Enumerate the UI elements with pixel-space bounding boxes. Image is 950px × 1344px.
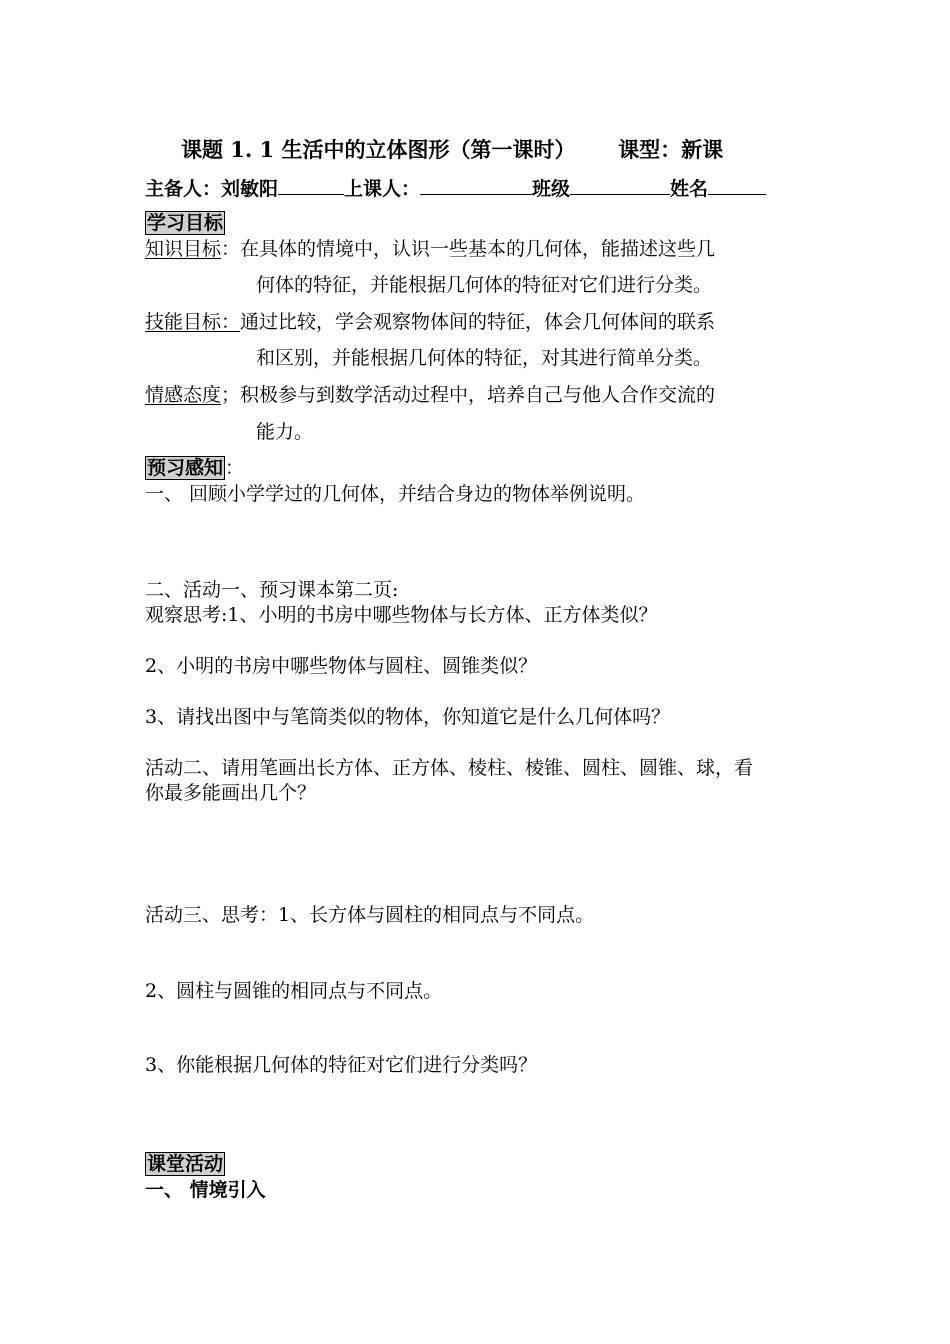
objectives-heading [145,211,225,235]
teacher-blank[interactable] [420,176,532,195]
question-2: 2、小明的书房中哪些物体与圆柱、圆锥类似？ [145,655,538,677]
preparer-blank[interactable] [278,176,344,195]
section-heading: 课堂活动 [147,1153,224,1175]
preview-item-1: 一、 回顾小学学过的几何体，并结合身边的物体举例说明。 [145,483,646,505]
knowledge-objective [145,237,715,261]
attitude-text: 积极参与到数学活动过程中，培养自己与他人合作交流的 [240,384,716,406]
classroom-item-1: 一、 情境引入 [145,1179,266,1201]
knowledge-text: 在具体的情境中，认识一些基本的几何体，能描述这些几 [240,238,716,260]
classroom-heading [145,1152,225,1176]
attitude-text-cont: 能力。 [256,421,314,443]
activity-3-question-2: 2、圆柱与圆锥的相同点与不同点。 [145,980,443,1002]
knowledge-text-cont: 何体的特征，并能根据几何体的特征对它们进行分类。 [256,274,713,296]
knowledge-sep: ： [221,238,241,260]
attitude-sep: ； [221,384,241,406]
skill-text: 通过比较，学会观察物体间的特征，体会几何体间的联系 [240,311,716,333]
preview-colon: ： [225,457,245,479]
preparer-label: 主备人：刘敏阳 [145,178,279,200]
skill-objective [145,310,715,334]
preview-item-2: 二、活动一、预习课本第二页: [145,579,399,601]
question-3: 3、请找出图中与笔筒类似的物体，你知道它是什么几何体吗？ [145,706,671,728]
lesson-title: 课题 1. 1 生活中的立体图形（第一课时） [181,137,576,162]
question-1: 观察思考:1、小明的书房中哪些物体与长方体、正方体类似？ [145,604,658,626]
teacher-label: 上课人： [344,178,421,200]
attitude-label: 情感态度 [145,384,222,406]
activity-2: 活动二、请用笔画出长方体、正方体、棱柱、棱锥、圆柱、圆锥、球，看 [145,757,754,779]
section-heading: 学习目标 [147,212,224,234]
page-title [181,138,723,162]
name-label: 姓名 [670,178,709,200]
class-blank[interactable] [570,176,670,195]
section-heading: 预习感知 [147,457,224,479]
knowledge-label: 知识目标 [145,238,222,260]
attitude-objective [145,383,715,407]
class-label: 班级 [532,178,571,200]
preview-heading [145,456,244,480]
lesson-type: 课型：新课 [618,137,724,162]
skill-label: 技能目标： [145,311,241,333]
activity-3: 活动三、思考：1、长方体与圆柱的相同点与不同点。 [145,904,595,926]
name-blank[interactable] [708,176,766,195]
activity-3-question-3: 3、你能根据几何体的特征对它们进行分类吗？ [145,1054,538,1076]
skill-text-cont: 和区别，并能根据几何体的特征，对其进行简单分类。 [256,347,713,369]
header-line [145,176,766,201]
activity-2-cont: 你最多能画出几个？ [145,782,317,804]
